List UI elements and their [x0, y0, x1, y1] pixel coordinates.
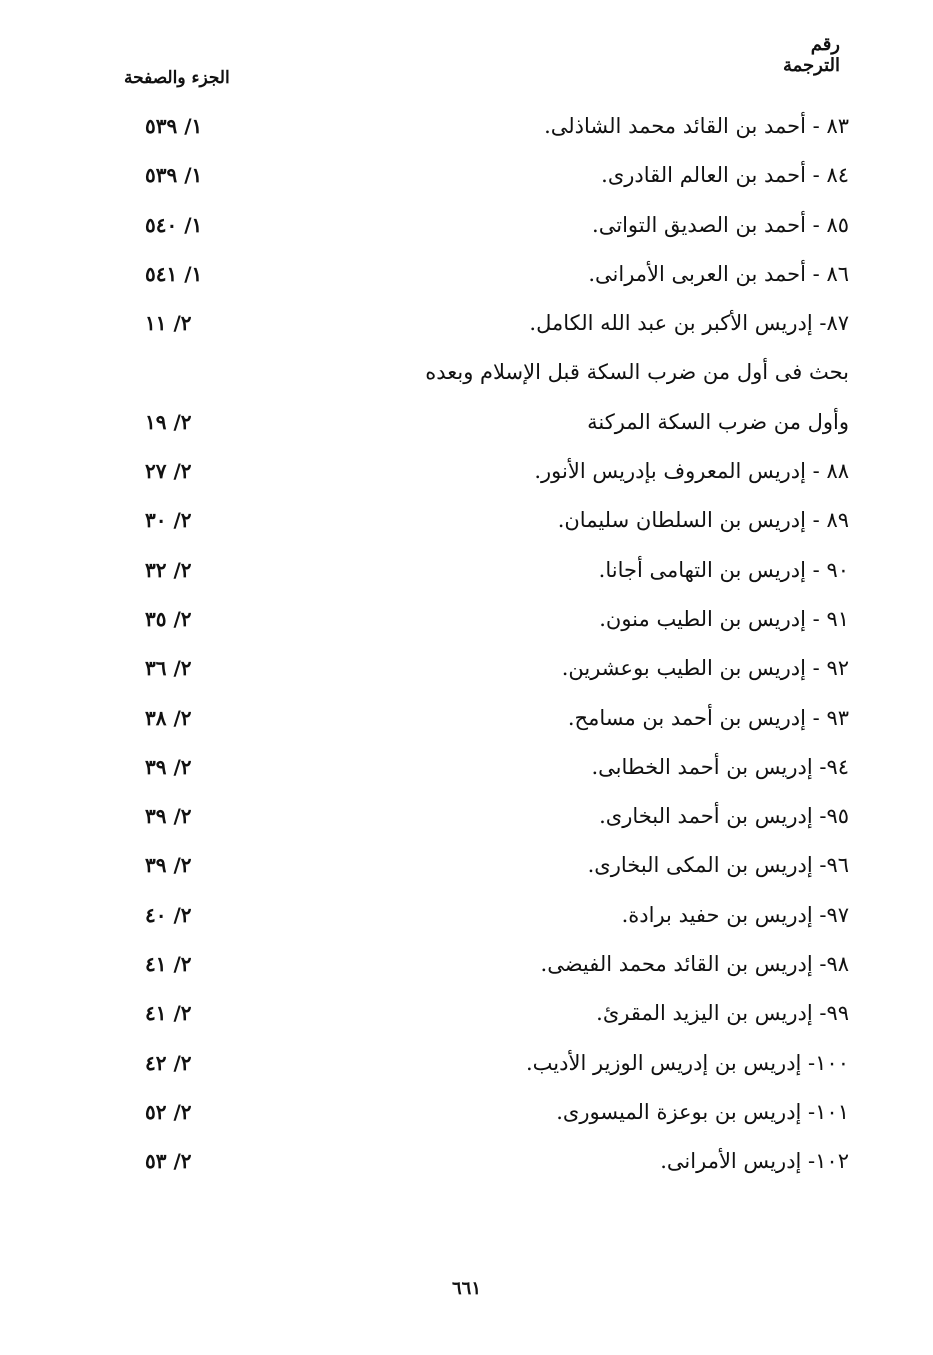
index-entry: [0, 207, 933, 256]
volume-page-ref: ٢/ ١١: [145, 311, 192, 336]
volume-page-ref: ١/ ٥٤٠: [145, 212, 203, 237]
entry-title: ٩٤- إدريس بن أحمد الخطابى.: [591, 754, 849, 779]
volume-page-ref: ٢/ ٣٩: [145, 804, 192, 829]
entry-title: بحث فى أول من ضرب السكة قبل الإسلام وبعده: [425, 360, 849, 385]
volume-page-ref: ٢/ ٤١: [145, 1001, 192, 1026]
volume-page-ref: ٢/ ٣٦: [145, 656, 192, 681]
volume-page-ref: ٢/ ٣٠: [145, 508, 192, 533]
entry-title: ٨٧- إدريس الأكبر بن عبد الله الكامل.: [529, 311, 849, 336]
volume-page-ref: ٢/ ٥٣: [145, 1149, 192, 1174]
volume-page-ref: ٢/ ٢٧: [145, 459, 192, 484]
index-entry: [0, 305, 933, 354]
entry-title: ١٠٢- إدريس الأمرانى.: [660, 1149, 849, 1174]
entry-title: ١٠١- إدريس بن بوعزة الميسورى.: [556, 1099, 849, 1124]
index-entry: [0, 700, 933, 749]
index-entry: [0, 404, 933, 453]
index-list: [0, 108, 933, 1193]
volume-page-ref: ٢/ ٤٠: [145, 902, 192, 927]
volume-page-ref: ٢/ ٥٢: [145, 1099, 192, 1124]
entry-number-header: [783, 34, 840, 76]
index-entry: [0, 995, 933, 1044]
volume-page-ref: ٢/ ٣٨: [145, 705, 192, 730]
index-entry: [0, 897, 933, 946]
volume-page-ref: ٢/ ٤١: [145, 952, 192, 977]
index-entry: [0, 552, 933, 601]
volume-page-ref: ١/ ٥٤١: [145, 261, 203, 286]
index-entry: [0, 1143, 933, 1192]
entry-title: ٩٧- إدريس بن حفيد برادة.: [621, 902, 849, 927]
entry-title: ٩٨- إدريس بن القائد محمد الفيضى.: [540, 952, 849, 977]
page-number: ٦٦١: [451, 1278, 481, 1299]
volume-page-header: الجزء والصفحة: [124, 68, 230, 88]
index-entry: [0, 256, 933, 305]
entry-title: وأول من ضرب السكة المركنة: [587, 409, 849, 434]
entry-title: ٩٢ - إدريس بن الطيب بوعشرين.: [561, 656, 849, 681]
index-entry: [0, 650, 933, 699]
entry-title: ٩٠ - إدريس بن التهامى أجانا.: [598, 557, 849, 582]
volume-page-ref: ٢/ ١٩: [145, 409, 192, 434]
entry-title: ٨٣ - أحمد بن القائد محمد الشاذلى.: [544, 114, 849, 138]
index-entry: [0, 749, 933, 798]
index-entry: [0, 946, 933, 995]
entry-title: ٨٤ - أحمد بن العالم القادرى.: [601, 163, 849, 188]
entry-number-header-line1: رقم: [810, 34, 840, 55]
volume-page-ref: ٢/ ٣٢: [145, 557, 192, 582]
entry-title: ٩٣ - إدريس بن أحمد بن مسامح.: [567, 705, 849, 730]
entry-title: ٩١ - إدريس بن الطيب منون.: [599, 606, 849, 631]
entry-title: ٩٩- إدريس بن اليزيد المقرئ.: [596, 1001, 849, 1026]
index-entry: [0, 601, 933, 650]
entry-title: ٨٥ - أحمد بن الصديق التواتى.: [592, 212, 849, 237]
index-entry: [0, 798, 933, 847]
entry-title: ٨٩ - إدريس بن السلطان سليمان.: [557, 508, 849, 533]
entry-title: ٨٦ - أحمد بن العربى الأمرانى.: [588, 261, 849, 286]
volume-page-ref: ١/ ٥٣٩: [145, 114, 203, 138]
entry-number-header-line2: الترجمة: [782, 55, 840, 76]
index-entry: [0, 847, 933, 896]
volume-page-ref: ٢/ ٣٩: [145, 853, 192, 878]
index-entry: [0, 502, 933, 551]
entry-title: ٨٨ - إدريس المعروف بإدريس الأنور.: [534, 459, 849, 484]
entry-title: ٩٥- إدريس بن أحمد البخارى.: [599, 804, 849, 829]
volume-page-ref: ١/ ٥٣٩: [145, 163, 203, 188]
index-entry: [0, 108, 933, 157]
index-entry: [0, 453, 933, 502]
index-entry: [0, 354, 933, 403]
volume-page-ref: ٢/ ٣٥: [145, 606, 192, 631]
index-entry: [0, 1045, 933, 1094]
volume-page-ref: ٢/ ٣٩: [145, 754, 192, 779]
index-entry: [0, 157, 933, 206]
volume-page-ref: ٢/ ٤٢: [145, 1050, 192, 1075]
entry-title: ٩٦- إدريس بن المكى البخارى.: [587, 853, 849, 878]
index-entry: [0, 1094, 933, 1143]
entry-title: ١٠٠- إدريس بن إدريس الوزير الأديب.: [526, 1050, 849, 1075]
